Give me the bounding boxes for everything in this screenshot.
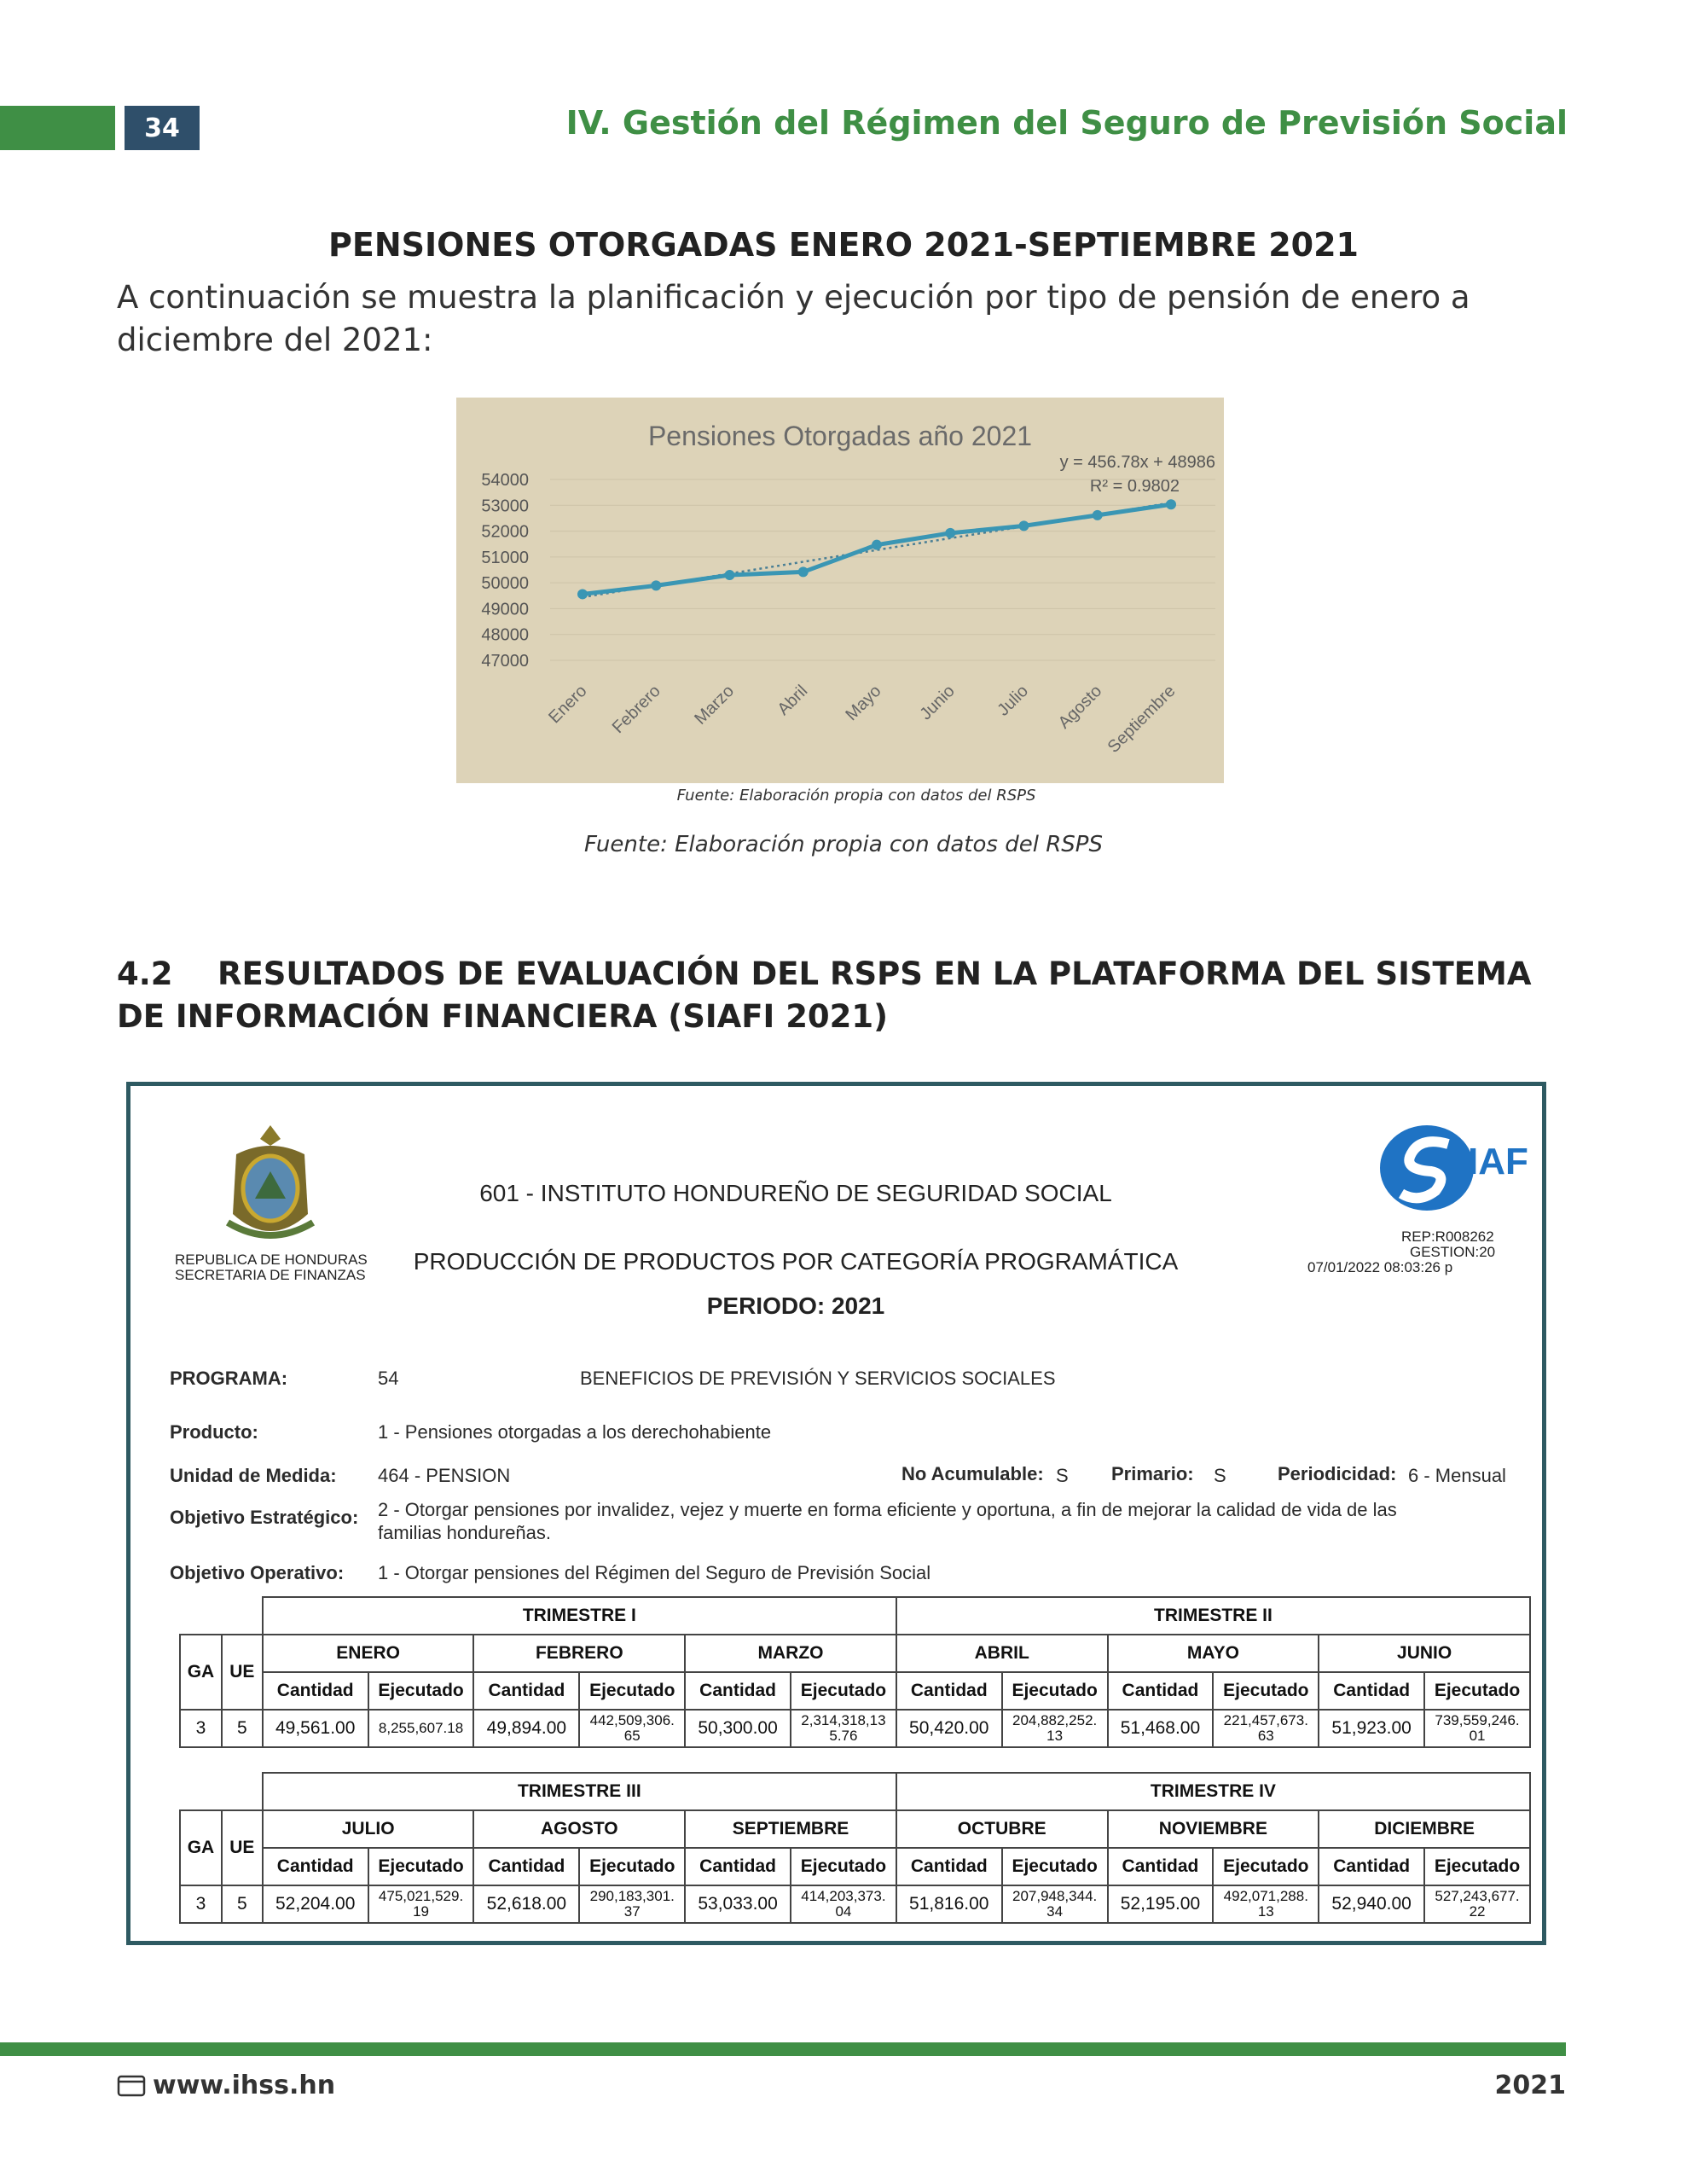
report-period: PERIODO: 2021 <box>706 1292 885 1319</box>
y-tick-label: 51000 <box>481 548 529 567</box>
data-point <box>1093 510 1103 520</box>
ejecutado-cell: 475,021,529. 19 <box>368 1885 474 1923</box>
cantidad-cell: 51,923.00 <box>1319 1710 1424 1747</box>
y-tick-label: 48000 <box>481 625 529 645</box>
data-point <box>725 570 735 580</box>
month-header: MAYO <box>1108 1635 1319 1672</box>
trimestre-header: TRIMESTRE III <box>263 1773 896 1810</box>
cantidad-header: Cantidad <box>896 1848 1002 1885</box>
objetivo-estrategico-value-2: familias hondureñas. <box>378 1522 552 1543</box>
browser-window-icon <box>117 2074 146 2098</box>
cantidad-header: Cantidad <box>263 1848 368 1885</box>
x-tick-label: Mayo <box>842 681 885 725</box>
cantidad-cell: 49,561.00 <box>263 1710 368 1747</box>
x-tick-label: Enero <box>545 681 591 728</box>
primario-label: Primario: <box>1111 1463 1194 1484</box>
cantidad-header: Cantidad <box>473 1672 579 1710</box>
periodicidad-value: 6 - Mensual <box>1408 1465 1506 1486</box>
cantidad-cell: 52,618.00 <box>473 1885 579 1923</box>
report-timestamp: 07/01/2022 08:03:26 p <box>1307 1259 1453 1275</box>
cantidad-cell: 49,894.00 <box>473 1710 579 1747</box>
page-number: 34 <box>125 106 200 150</box>
siafi-logo-icon <box>1367 1118 1546 1221</box>
section-title: IV. Gestión del Régimen del Seguro de Previsión Social <box>565 104 1568 142</box>
cantidad-header: Cantidad <box>473 1848 579 1885</box>
x-tick-label: Agosto <box>1054 681 1106 733</box>
cantidad-header: Cantidad <box>685 1672 791 1710</box>
objetivo-operativo-value: 1 - Otorgar pensiones del Régimen del Seguro de Previsión Social <box>378 1562 931 1583</box>
footer-url-text[interactable]: www.ihss.hn <box>153 2071 336 2100</box>
month-header: SEPTIEMBRE <box>685 1810 896 1848</box>
ue-header: UE <box>222 1635 263 1710</box>
primario-value: S <box>1214 1465 1226 1486</box>
ue-cell: 5 <box>222 1885 263 1923</box>
footer-year: 2021 <box>1494 2071 1566 2100</box>
ga-header: GA <box>180 1810 222 1885</box>
ejecutado-header: Ejecutado <box>368 1672 474 1710</box>
cantidad-header: Cantidad <box>1319 1848 1424 1885</box>
ejecutado-cell: 442,509,306. 65 <box>579 1710 685 1747</box>
cantidad-cell: 51,468.00 <box>1108 1710 1214 1747</box>
ejecutado-cell: 207,948,344. 34 <box>1002 1885 1108 1923</box>
programa-number: 54 <box>378 1368 399 1389</box>
month-header: MARZO <box>685 1635 896 1672</box>
gestion-code: GESTION:20 <box>1410 1244 1496 1260</box>
y-tick-label: 53000 <box>481 497 529 516</box>
x-tick-label: Marzo <box>691 681 739 729</box>
month-header: NOVIEMBRE <box>1108 1810 1319 1848</box>
cantidad-header: Cantidad <box>1319 1672 1424 1710</box>
objetivo-estrategico-value-1: 2 - Otorgar pensiones por invalidez, vejez y muerte en forma eficiente y oportuna, a fin de mejorar la calidad de vida de las <box>378 1499 1397 1520</box>
y-tick-label: 47000 <box>481 652 529 671</box>
section-heading-text: RESULTADOS DE EVALUACIÓN DEL RSPS EN LA PLATAFORMA DEL SISTEMA DE INFORMACIÓN FINANCIERA (SIAFI 2021) <box>117 956 1532 1035</box>
ga-cell: 3 <box>180 1885 222 1923</box>
cantidad-cell: 53,033.00 <box>685 1885 791 1923</box>
producto-value: 1 - Pensiones otorgadas a los derechohabiente <box>378 1421 772 1443</box>
unidad-value: 464 - PENSION <box>378 1465 511 1486</box>
cantidad-cell: 50,420.00 <box>896 1710 1002 1747</box>
section-number: 4.2 <box>117 956 173 992</box>
month-header: JUNIO <box>1319 1635 1530 1672</box>
ejecutado-header: Ejecutado <box>1213 1672 1319 1710</box>
ejecutado-cell: 2,314,318,13 5.76 <box>791 1710 896 1747</box>
table-row <box>180 1885 1530 1923</box>
month-header: DICIEMBRE <box>1319 1810 1530 1848</box>
trendline-equation: y = 456.78x + 48986 <box>1059 453 1215 472</box>
ejecutado-header: Ejecutado <box>1424 1848 1530 1885</box>
ejecutado-header: Ejecutado <box>368 1848 474 1885</box>
ejecutado-header: Ejecutado <box>1213 1848 1319 1885</box>
report-title: PRODUCCIÓN DE PRODUCTOS POR CATEGORÍA PROGRAMÁTICA <box>413 1248 1179 1275</box>
cantidad-cell: 51,816.00 <box>896 1885 1002 1923</box>
cantidad-cell: 52,204.00 <box>263 1885 368 1923</box>
ga-cell: 3 <box>180 1710 222 1747</box>
cantidad-header: Cantidad <box>685 1848 791 1885</box>
trimestre-header: TRIMESTRE I <box>263 1597 896 1635</box>
pensions-chart <box>456 398 1224 783</box>
x-tick-label: Abril <box>774 681 812 719</box>
ejecutado-cell: 221,457,673. 63 <box>1213 1710 1319 1747</box>
cantidad-header: Cantidad <box>896 1672 1002 1710</box>
ejecutado-cell: 290,183,301. 37 <box>579 1885 685 1923</box>
ejecutado-cell: 414,203,373. 04 <box>791 1885 896 1923</box>
ue-header: UE <box>222 1810 263 1885</box>
programa-label: PROGRAMA: <box>170 1368 288 1389</box>
ejecutado-cell: 492,071,288. 13 <box>1213 1885 1319 1923</box>
x-tick-label: Septiembre <box>1104 681 1180 757</box>
y-tick-label: 52000 <box>481 522 529 542</box>
data-point <box>872 540 882 550</box>
ejecutado-cell: 8,255,607.18 <box>368 1710 474 1747</box>
y-tick-label: 54000 <box>481 471 529 490</box>
svg-text:IAF: IAF <box>1468 1141 1528 1182</box>
pensions-chart-svg <box>456 398 1224 783</box>
x-tick-label: Julio <box>994 681 1033 720</box>
month-header: AGOSTO <box>473 1810 685 1848</box>
footer-website[interactable] <box>117 2071 335 2100</box>
trimestre-header: TRIMESTRE IV <box>896 1773 1530 1810</box>
cantidad-header: Cantidad <box>1108 1672 1214 1710</box>
institution-title: 601 - INSTITUTO HONDUREÑO DE SEGURIDAD SOCIAL <box>479 1180 1112 1206</box>
figure-source: Fuente: Elaboración propia con datos del RSPS <box>584 832 1103 857</box>
producto-label: Producto: <box>170 1421 258 1443</box>
ejecutado-header: Ejecutado <box>579 1672 685 1710</box>
chart-title: Pensiones Otorgadas año 2021 <box>647 421 1033 451</box>
month-header: FEBRERO <box>473 1635 685 1672</box>
y-tick-label: 49000 <box>481 600 529 619</box>
rep-code: REP:R008262 <box>1401 1228 1494 1245</box>
y-tick-label: 50000 <box>481 574 529 594</box>
ejecutado-header: Ejecutado <box>1002 1672 1108 1710</box>
ejecutado-header: Ejecutado <box>1002 1848 1108 1885</box>
month-header: ENERO <box>263 1635 474 1672</box>
finance-caption: SECRETARIA DE FINANZAS <box>175 1267 366 1283</box>
ejecutado-header: Ejecutado <box>1424 1672 1530 1710</box>
production-table-q3-q4 <box>179 1772 1531 1924</box>
section-heading-4-2 <box>117 953 1584 1038</box>
chart-source-note: Fuente: Elaboración propia con datos del RSPS <box>676 787 1036 804</box>
cantidad-header: Cantidad <box>1108 1848 1214 1885</box>
month-header: ABRIL <box>896 1635 1108 1672</box>
no-acumulable-value: S <box>1056 1465 1069 1486</box>
no-acumulable-label: No Acumulable: <box>901 1463 1044 1484</box>
objetivo-operativo-label: Objetivo Operativo: <box>170 1562 345 1583</box>
data-point <box>945 528 955 538</box>
month-header: JULIO <box>263 1810 474 1848</box>
trendline-r2: R² = 0.9802 <box>1089 477 1180 496</box>
programa-name: BENEFICIOS DE PREVISIÓN Y SERVICIOS SOCIALES <box>580 1368 1056 1389</box>
footer-accent-bar <box>0 2042 1566 2056</box>
document-title: PENSIONES OTORGADAS ENERO 2021-SEPTIEMBRE 2021 <box>328 226 1359 264</box>
unidad-label: Unidad de Medida: <box>170 1465 337 1486</box>
header-accent-bar <box>0 106 115 150</box>
objetivo-estrategico-label: Objetivo Estratégico: <box>170 1507 359 1528</box>
x-tick-label: Febrero <box>608 681 664 738</box>
ejecutado-cell: 204,882,252. 13 <box>1002 1710 1108 1747</box>
month-header: OCTUBRE <box>896 1810 1108 1848</box>
trimestre-header: TRIMESTRE II <box>896 1597 1530 1635</box>
siafi-report <box>126 1082 1546 1945</box>
ejecutado-cell: 527,243,677. 22 <box>1424 1885 1530 1923</box>
ejecutado-cell: 739,559,246. 01 <box>1424 1710 1530 1747</box>
production-table-q1-q2 <box>179 1596 1531 1748</box>
ga-header: GA <box>180 1635 222 1710</box>
ejecutado-header: Ejecutado <box>791 1672 896 1710</box>
periodicidad-label: Periodicidad: <box>1278 1463 1397 1484</box>
data-point <box>1166 499 1176 509</box>
data-point <box>1019 520 1029 531</box>
data-point <box>798 566 809 577</box>
data-point <box>651 580 661 590</box>
data-point <box>577 589 588 599</box>
cantidad-cell: 50,300.00 <box>685 1710 791 1747</box>
ejecutado-header: Ejecutado <box>791 1848 896 1885</box>
table-row <box>180 1710 1530 1747</box>
cantidad-cell: 52,195.00 <box>1108 1885 1214 1923</box>
ejecutado-header: Ejecutado <box>579 1848 685 1885</box>
cantidad-cell: 52,940.00 <box>1319 1885 1424 1923</box>
x-tick-label: Junio <box>916 681 959 724</box>
ue-cell: 5 <box>222 1710 263 1747</box>
cantidad-header: Cantidad <box>263 1672 368 1710</box>
intro-paragraph: A continuación se muestra la planificación y ejecución por tipo de pensión de enero a diciembre del 2021: <box>117 279 1470 358</box>
republic-caption: REPUBLICA DE HONDURAS <box>175 1252 368 1268</box>
